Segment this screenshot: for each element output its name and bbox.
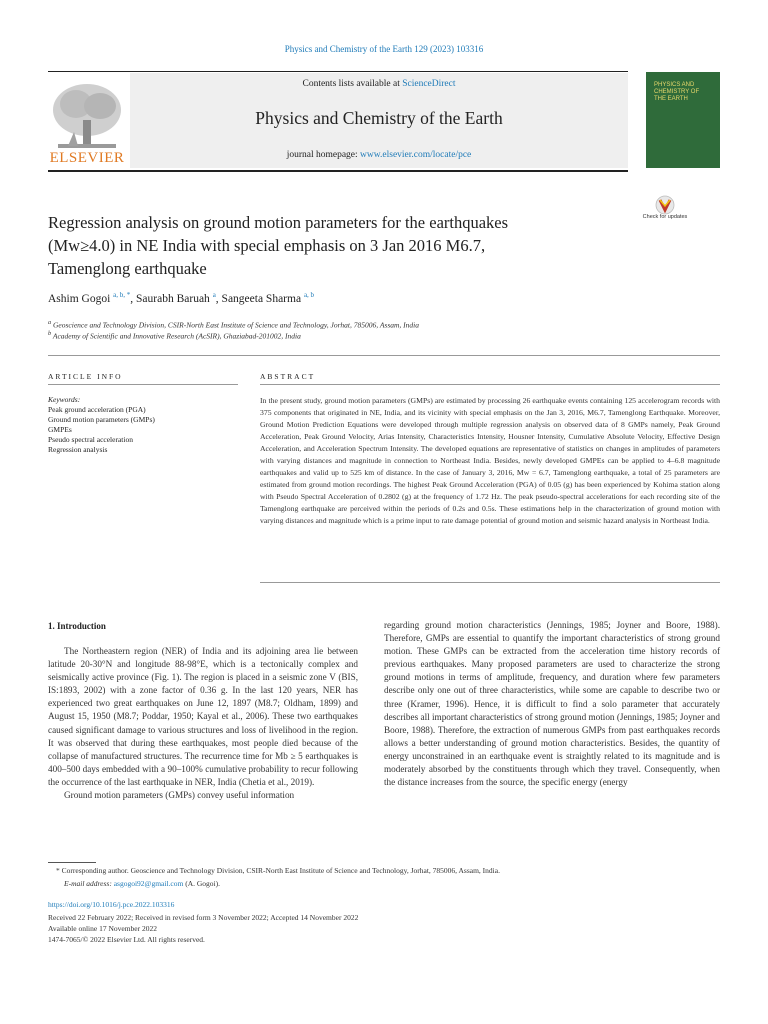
title-line-2: (Mw≥4.0) in NE India with special emphasis on 3 Jan 2016 M6.7, — [48, 236, 486, 255]
email-line — [64, 879, 220, 888]
header-rule-bottom — [48, 170, 628, 172]
title-line-1: Regression analysis on ground motion parameters for the earthquakes — [48, 213, 509, 232]
author-affiliation-sup[interactable]: a — [212, 291, 216, 299]
affiliation-a — [48, 319, 419, 330]
copyright: 1474-7065/© 2022 Elsevier Ltd. All rights reserved. — [48, 935, 205, 944]
header-rule-top — [48, 71, 628, 72]
affiliation-text: Geoscience and Technology Division, CSIR-North East Institute of Science and Technology, Jorhat, 785006, Assam, India — [53, 320, 420, 330]
author-name[interactable]: Ashim Gogoi — [48, 292, 111, 305]
article-info-label: ARTICLE INFO — [48, 372, 123, 381]
homepage-prefix: journal homepage: — [286, 150, 361, 160]
affiliation-text: Academy of Scientific and Innovative Research (AcSIR), Ghaziabad-201002, India — [52, 331, 301, 341]
author-affiliation-sup[interactable]: a, b — [303, 291, 315, 299]
keyword: Ground motion parameters (GMPs) — [48, 415, 155, 424]
paragraph: The Northeastern region (NER) of India and its adjoining area lie between latitude 20-30°N and longitude 88-98°E, which is a tectonically complex and seismically active province (Fig. 1). The region is placed in a seismic zone V (BIS, IS:1893, 2002) with a zone factor of 0.36 g. In the last 120 years, NER has experienced two great earthquakes on June 12, 1897 (M8.7; Oldham, 1899) and August 15, 1950 (M8.7; Poddar, 1950; Kayal et al., 2006). These two earthquakes caused significant damage to various structures and loss of livelihood in the region. It was observed that during these earthquakes, most people died because of the collapse of manufactured structures. The recurrence time for Mb ≥ 5 earthquakes is 400–500 days embedded with a 90–100% cumulative probability to recur following the occurrence of the last earthquake in NER, India (Chetia et al., 2019). — [48, 646, 358, 787]
author-name[interactable]: Sangeeta Sharma — [221, 292, 302, 305]
contents-line — [130, 79, 628, 89]
paragraph: regarding ground motion characteristics (Jennings, 1985; Joyner and Boore, 1988). Therefore, GMPs are essential to quantify the important characteristics of strong ground motion. These GMPs can be extracted from the acceleration time history records of previous earthquakes. Many proposed parameters are used to characterize the strong ground motions in terms of amplitude, frequency, and duration where few parameters describe only one out of three characteristics, while some are capable to describe two or three (Kramer, 1996). Hence, it is difficult to find a solo parameter that accurately describes all important characteristics of strong ground motion (Jennings, 1985; Joyner and Boore, 1988). Therefore, the extraction of numerous GMPs from past earthquakes records allows a better understanding of ground motion characteristics. Besides, the quantity of energy unconstrained in an earthquake event is straightly related to its magnitude and is moderately absorbed by the constituents through which they travel. Consequently, when the distance increases from the source, the specific energy (energy — [384, 620, 720, 788]
abstract-rule — [260, 384, 720, 385]
keywords-label: Keywords: — [48, 395, 81, 404]
section-heading: 1. Introduction — [48, 621, 106, 631]
keywords-block — [48, 395, 238, 455]
available-online: Available online 17 November 2022 — [48, 924, 157, 933]
keyword: Regression analysis — [48, 445, 108, 454]
author-list: Ashim Gogoi $^{a, b, *}$, Saurabh Baruah $^a$, Sangeeta Sharma $^{a, b}$ — [48, 291, 315, 305]
title-line-3: Tamenglong earthquake — [48, 259, 207, 278]
email-label: E-mail address: — [64, 879, 112, 888]
article-title — [48, 211, 618, 280]
keyword: GMPEs — [48, 425, 72, 434]
paragraph: Ground motion parameters (GMPs) convey useful information — [64, 790, 295, 801]
body-column-right — [384, 619, 720, 789]
email-suffix: (A. Gogoi). — [185, 879, 220, 888]
contents-prefix: Contents lists available at — [302, 79, 403, 89]
check-for-updates-icon[interactable] — [648, 194, 682, 228]
body-column-left — [48, 645, 358, 802]
received-dates: Received 22 February 2022; Received in revised form 3 November 2022; Accepted 14 November 2022 — [48, 913, 359, 922]
sciencedirect-link[interactable]: ScienceDirect — [402, 79, 456, 89]
cover-title: PHYSICS AND CHEMISTRY OF THE EARTH — [654, 82, 700, 102]
footnote-rule — [48, 862, 96, 863]
abstract-text: In the present study, ground motion parameters (GMPs) are estimated by processing 26 earthquake events containing 125 accelerogram records with 375 components that originated in NE, India, and its vicinity with special emphasis on the Jan 3, 2016, M6.7, Tamenglong Earthquake. Moreover, Ground Motion Prediction Equations were developed through multiple regression analysis on observed data of 8 GMPs namely, Peak Ground Acceleration, Peak Ground Velocity, Arias Intensity, Characteristics Intensity, Housner Intensity, Cumulative Absolute Velocity, Effective Design Acceleration, and Acceleration Spectrum Intensity. The developed equations are representative of statistics on changes in amplitudes of parameters with varying distances and magnitude in connection to Northeast India. Besides, newly developed GMPEs can be applied to 4–6.8 magnitude earthquakes and valid up to 525 km of distance. In the case of January 3, 2016, Mw = 6.7, Tamenglong earthquake, a total of 25 parameters are estimated from ground motion recordings. The highest Peak Ground Acceleration (PGA) of 0.05 (g) has been experienced by Kohima station along with Pseudo Spectral Acceleration of 0.2802 (g) at the frequency of 1.72 Hz. The peak pseudo-spectral accelerations for each recording site of the Tamenglong earthquake are perceived within the periods of 0.2s and 0.5s. These estimations help in the characterization of ground motion with varying distances and magnitude which is a prime input to rate damage potential of ground motion and seismic hazard analysis in Northeast India. — [260, 396, 720, 525]
doi-link[interactable]: https://doi.org/10.1016/j.pce.2022.103316 — [48, 900, 175, 909]
check-for-updates-label: Check for updates — [642, 214, 688, 220]
author-name[interactable]: Saurabh Baruah — [136, 292, 210, 305]
section-divider — [48, 355, 720, 356]
publisher-name: ELSEVIER — [49, 150, 125, 166]
email-link[interactable]: asgogoi92@gmail.com — [113, 879, 184, 888]
author-affiliation-sup[interactable]: a, b, * — [113, 291, 131, 299]
affiliation-b — [48, 330, 301, 341]
abstract-label: ABSTRACT — [260, 372, 316, 381]
journal-cover[interactable] — [646, 72, 720, 168]
affiliation-sup: a — [48, 319, 52, 326]
homepage-link[interactable]: www.elsevier.com/locate/pce — [360, 150, 472, 160]
journal-title: Physics and Chemistry of the Earth — [255, 108, 503, 128]
abstract-bottom-rule — [260, 582, 720, 583]
keyword: Pseudo spectral acceleration — [48, 435, 133, 444]
journal-reference[interactable]: Physics and Chemistry of the Earth 129 (2023) 103316 — [284, 44, 484, 54]
corresponding-author-note: * Corresponding author. Geoscience and Technology Division, CSIR-North East Institute of Science and Technology, Jorhat, 785006, Assam, India. — [56, 866, 500, 875]
article-info-rule — [48, 384, 238, 385]
homepage-line — [130, 150, 628, 160]
keyword: Peak ground acceleration (PGA) — [48, 405, 146, 414]
affiliation-sup: b — [48, 330, 52, 337]
